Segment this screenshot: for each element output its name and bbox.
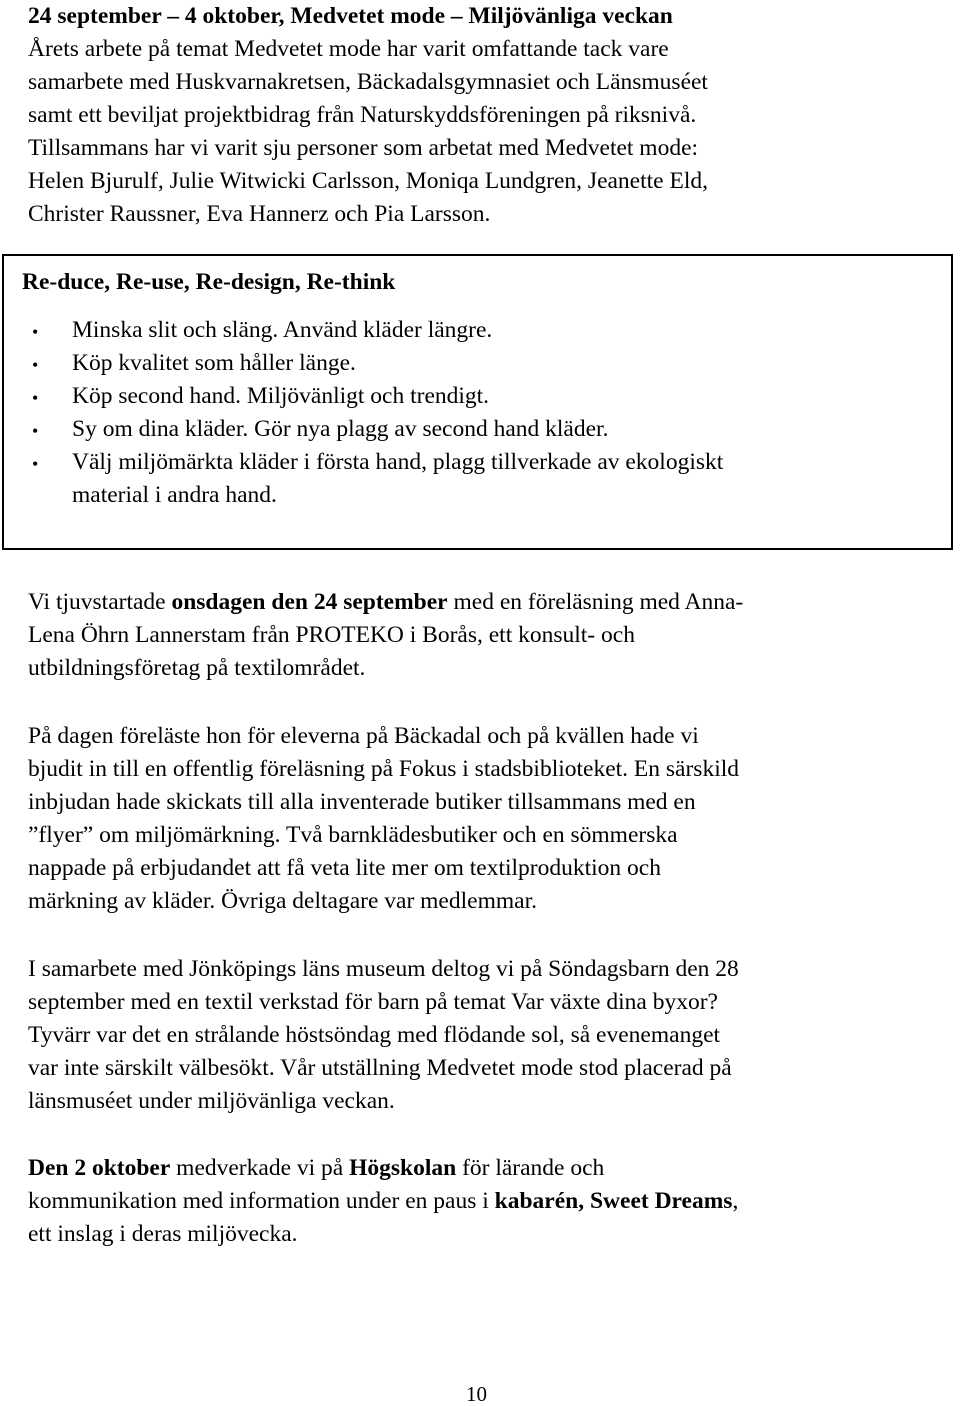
tips-box-title: Re-duce, Re-use, Re-design, Re-think: [22, 269, 396, 295]
intro-line: Christer Raussner, Eva Hannerz och Pia Larsson.: [28, 201, 491, 227]
paragraph-day-evening: [28, 720, 928, 918]
list-item-text: Köp kvalitet som håller länge.: [72, 350, 356, 376]
bullet-icon: •: [32, 355, 39, 375]
text-run: med en föreläsning med Anna-: [447, 589, 744, 615]
paragraph-lecture: [28, 586, 928, 685]
paragraph-line: september med en textil verkstad för barn på temat Var växte dina byxor?: [28, 989, 718, 1015]
paragraph-line: [28, 1185, 928, 1218]
paragraph-university: [28, 1152, 928, 1251]
text-run: Vi tjuvstartade: [28, 589, 172, 615]
section-heading: 24 september – 4 oktober, Medvetet mode – Miljövänliga veckan: [28, 3, 673, 29]
list-item: [32, 446, 932, 512]
list-item-text: Minska slit och släng. Använd kläder längre.: [72, 317, 493, 343]
list-item-text: material i andra hand.: [72, 482, 277, 508]
paragraph-line: [28, 1152, 928, 1185]
paragraph-line: ”flyer” om miljömärkning. Två barnklädesbutiker och en sömmerska: [28, 822, 678, 848]
intro-section: [28, 0, 938, 231]
page-number: 10: [466, 1382, 487, 1406]
text-run: medverkade vi på: [170, 1155, 350, 1181]
paragraph-line: Tyvärr var det en strålande höstsöndag med flödande sol, så evenemanget: [28, 1022, 721, 1048]
bullet-icon: •: [32, 388, 39, 408]
paragraph-line: inbjudan hade skickats till alla inventerade butiker tillsammans med en: [28, 789, 696, 815]
paragraph-line: länsmuséet under miljövänliga veckan.: [28, 1088, 395, 1114]
intro-line: Årets arbete på temat Medvetet mode har varit omfattande tack vare: [28, 36, 669, 62]
list-item-text: Sy om dina kläder. Gör nya plagg av second hand kläder.: [72, 416, 609, 442]
list-item: [32, 380, 932, 413]
bold-date: onsdagen den 24 september: [171, 589, 448, 615]
paragraph-line: ett inslag i deras miljövecka.: [28, 1221, 298, 1247]
text-run: ,: [732, 1188, 739, 1214]
paragraph-line: I samarbete med Jönköpings läns museum deltog vi på Söndagsbarn den 28: [28, 956, 739, 982]
list-item-text: Köp second hand. Miljövänligt och trendigt.: [72, 383, 490, 409]
paragraph-line: Lena Öhrn Lannerstam från PROTEKO i Borås, ett konsult- och: [28, 622, 635, 648]
intro-line: Tillsammans har vi varit sju personer som arbetat med Medvetet mode:: [28, 135, 699, 161]
text-run: kommunikation med information under en paus i: [28, 1188, 495, 1214]
paragraph-museum: [28, 953, 928, 1118]
paragraph-line: utbildningsföretag på textilområdet.: [28, 655, 366, 681]
paragraph-line: [28, 586, 928, 619]
list-item: [32, 413, 932, 446]
intro-line: samarbete med Huskvarnakretsen, Bäckadalsgymnasiet och Länsmuséet: [28, 69, 708, 95]
paragraph-line: nappade på erbjudandet att få veta lite mer om textilproduktion och: [28, 855, 661, 881]
paragraph-line: På dagen föreläste hon för eleverna på Bäckadal och på kvällen hade vi: [28, 723, 699, 749]
bullet-icon: •: [32, 421, 39, 441]
paragraph-line: bjudit in till en offentlig föreläsning på Fokus i stadsbiblioteket. En särskild: [28, 756, 740, 782]
bullet-icon: •: [32, 454, 39, 474]
tips-box: [2, 254, 953, 550]
paragraph-line: märkning av kläder. Övriga deltagare var medlemmar.: [28, 888, 537, 914]
intro-line: Helen Bjurulf, Julie Witwicki Carlsson, Moniqa Lundgren, Jeanette Eld,: [28, 168, 708, 194]
bold-date: Den 2 oktober: [28, 1155, 171, 1181]
bold-event: kabarén, Sweet Dreams: [494, 1188, 733, 1214]
intro-line: samt ett beviljat projektbidrag från Naturskyddsföreningen på riksnivå.: [28, 102, 697, 128]
list-item: [32, 314, 932, 347]
list-item: [32, 347, 932, 380]
list-item-text: Välj miljömärkta kläder i första hand, plagg tillverkade av ekologiskt: [72, 449, 724, 475]
paragraph-line: var inte särskilt välbesökt. Vår utställning Medvetet mode stod placerad på: [28, 1055, 732, 1081]
text-run: för lärande och: [456, 1155, 605, 1181]
tips-list: [32, 314, 932, 512]
bold-venue: Högskolan: [349, 1155, 457, 1181]
bullet-icon: •: [32, 322, 39, 342]
